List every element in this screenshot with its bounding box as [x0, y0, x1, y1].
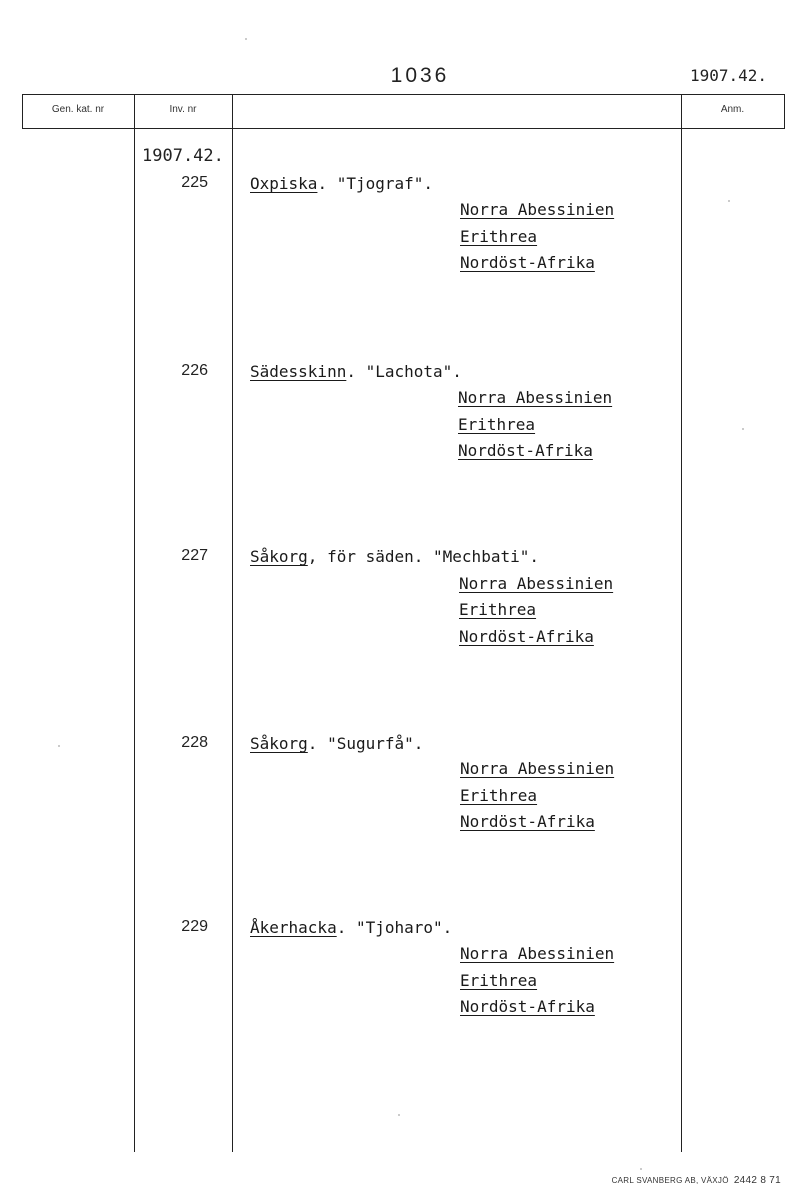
inv-number: 229 — [181, 918, 208, 935]
inv-number: 228 — [181, 734, 208, 751]
local-name: . "Lachota". — [346, 362, 462, 381]
scan-speck — [245, 38, 247, 40]
accession-number-top: 1907.42. — [690, 66, 768, 85]
object-name: Såkorg — [250, 547, 308, 566]
inv-number: 226 — [181, 362, 208, 379]
place-country: Erithrea — [460, 227, 538, 246]
place-region: Norra Abessinien — [460, 944, 615, 963]
local-name: . "Sugurfå". — [307, 734, 424, 753]
place-region: Norra Abessinien — [460, 759, 615, 778]
column-divider-gen-inv — [134, 94, 135, 1152]
place-region: Norra Abessinien — [460, 200, 615, 219]
place-continent: Nordöst-Afrika — [460, 997, 595, 1016]
column-divider-desc-anm — [681, 94, 682, 1152]
entry-title — [250, 547, 539, 566]
local-name: , för säden. "Mechbati". — [307, 547, 539, 566]
place-continent: Nordöst-Afrika — [460, 253, 595, 272]
place-continent: Nordöst-Afrika — [459, 627, 594, 646]
accession-number: 1907.42. — [142, 146, 224, 166]
printer-imprint — [612, 1175, 781, 1186]
place-continent: Nordöst-Afrika — [460, 812, 595, 831]
place-region: Norra Abessinien — [459, 574, 614, 593]
entry-title — [250, 918, 452, 937]
column-header-inv: Inv. nr — [169, 104, 197, 115]
place-continent: Nordöst-Afrika — [458, 441, 593, 460]
header-bottom-rule — [22, 128, 784, 129]
inv-number: 227 — [181, 547, 208, 564]
frame-right-edge — [784, 94, 785, 129]
column-divider-inv-desc — [232, 94, 233, 1152]
place-country: Erithrea — [460, 786, 538, 805]
place-country: Erithrea — [460, 971, 538, 990]
form-code: 2442 8 71 — [733, 1175, 781, 1186]
column-header-gen-kat: Gen. kat. nr — [51, 104, 105, 115]
local-name: . "Tjograf". — [317, 174, 434, 193]
place-region: Norra Abessinien — [458, 388, 613, 407]
scan-speck — [58, 745, 60, 747]
header-top-rule — [22, 94, 784, 95]
printer-name: CARL SVANBERG AB, VÄXJÖ — [611, 1176, 729, 1185]
inv-number: 225 — [181, 174, 208, 191]
object-name: Sädesskinn — [250, 362, 347, 381]
column-header-anm: Anm. — [720, 104, 745, 115]
entry-title — [250, 174, 433, 193]
page-number: 1036 — [390, 64, 450, 87]
object-name: Oxpiska — [250, 174, 318, 193]
place-country: Erithrea — [459, 600, 537, 619]
place-country: Erithrea — [458, 415, 536, 434]
scan-speck — [640, 1168, 642, 1170]
entry-title — [250, 734, 423, 753]
local-name: . "Tjoharo". — [336, 918, 453, 937]
entry-title — [250, 362, 462, 381]
object-name: Åkerhacka — [250, 918, 337, 937]
object-name: Såkorg — [250, 734, 308, 753]
scan-speck — [742, 428, 744, 430]
scan-speck — [398, 1114, 400, 1116]
scan-speck — [728, 200, 730, 202]
